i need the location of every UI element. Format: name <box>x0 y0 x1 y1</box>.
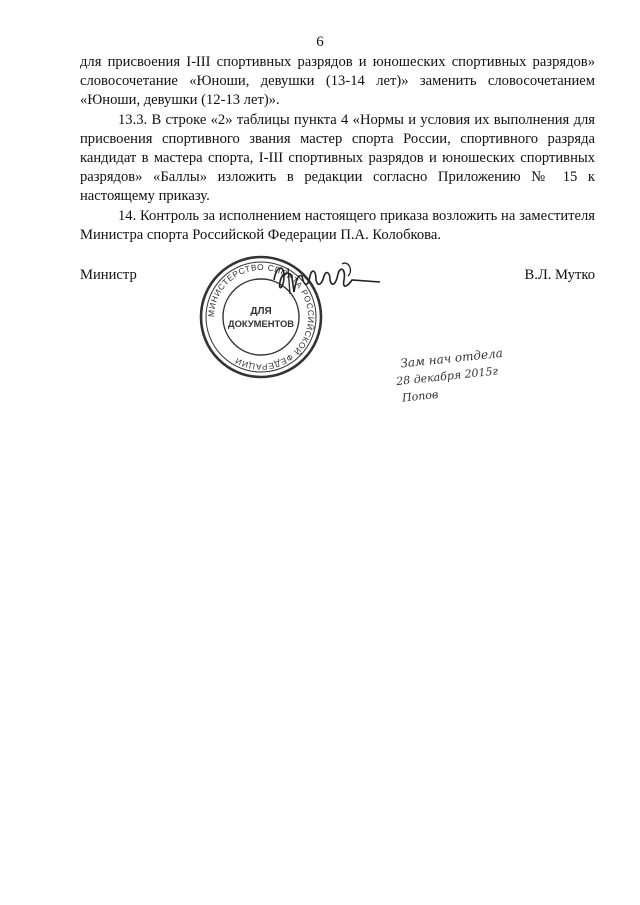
handnote-line1: Зам нач отдела <box>399 345 504 371</box>
handnote-line3: Попов <box>401 387 439 405</box>
stamp-ring-text: МИНИСТЕРСТВО СПОРТА РОССИЙСКОЙ ФЕДЕРАЦИИ <box>205 261 317 373</box>
paragraph-13-3: 13.3. В строке «2» таблицы пункта 4 «Нормы и условия их выполнения для присвоения спортивного звания мастер спорта России, спортивного разряда кандидат в мастера спорта, I-III спортивных разрядов и юношеских спортивных разрядов» «Баллы» изложить в редакции согласно Приложению № 15 к настоящему приказу. <box>80 111 595 205</box>
handwritten-note-icon <box>394 345 534 405</box>
signatory-name: В.Л. Мутко <box>524 267 595 283</box>
stamp-center-line1: ДЛЯ <box>250 306 272 317</box>
document-body <box>80 53 595 245</box>
paragraph-14: 14. Контроль за исполнением настоящего приказа возложить на заместителя Министра спорта Российской Федерации П.А. Колобкова. <box>80 207 595 243</box>
stamp-center-line2: ДОКУМЕНТОВ <box>227 318 295 329</box>
signatory-position: Министр <box>80 267 137 283</box>
page-number: 6 <box>316 34 324 50</box>
paragraph-continuation: для присвоения I-III спортивных разрядов и юношеских спортивных разрядов» словосочетание «Юноши, девушки (13-14 лет)» заменить словосочетанием «Юноши, девушки (12-13 лет)». <box>80 54 595 109</box>
handwritten-signature-icon <box>268 258 388 308</box>
handnote-line2: 28 декабря 2015г <box>395 364 499 389</box>
